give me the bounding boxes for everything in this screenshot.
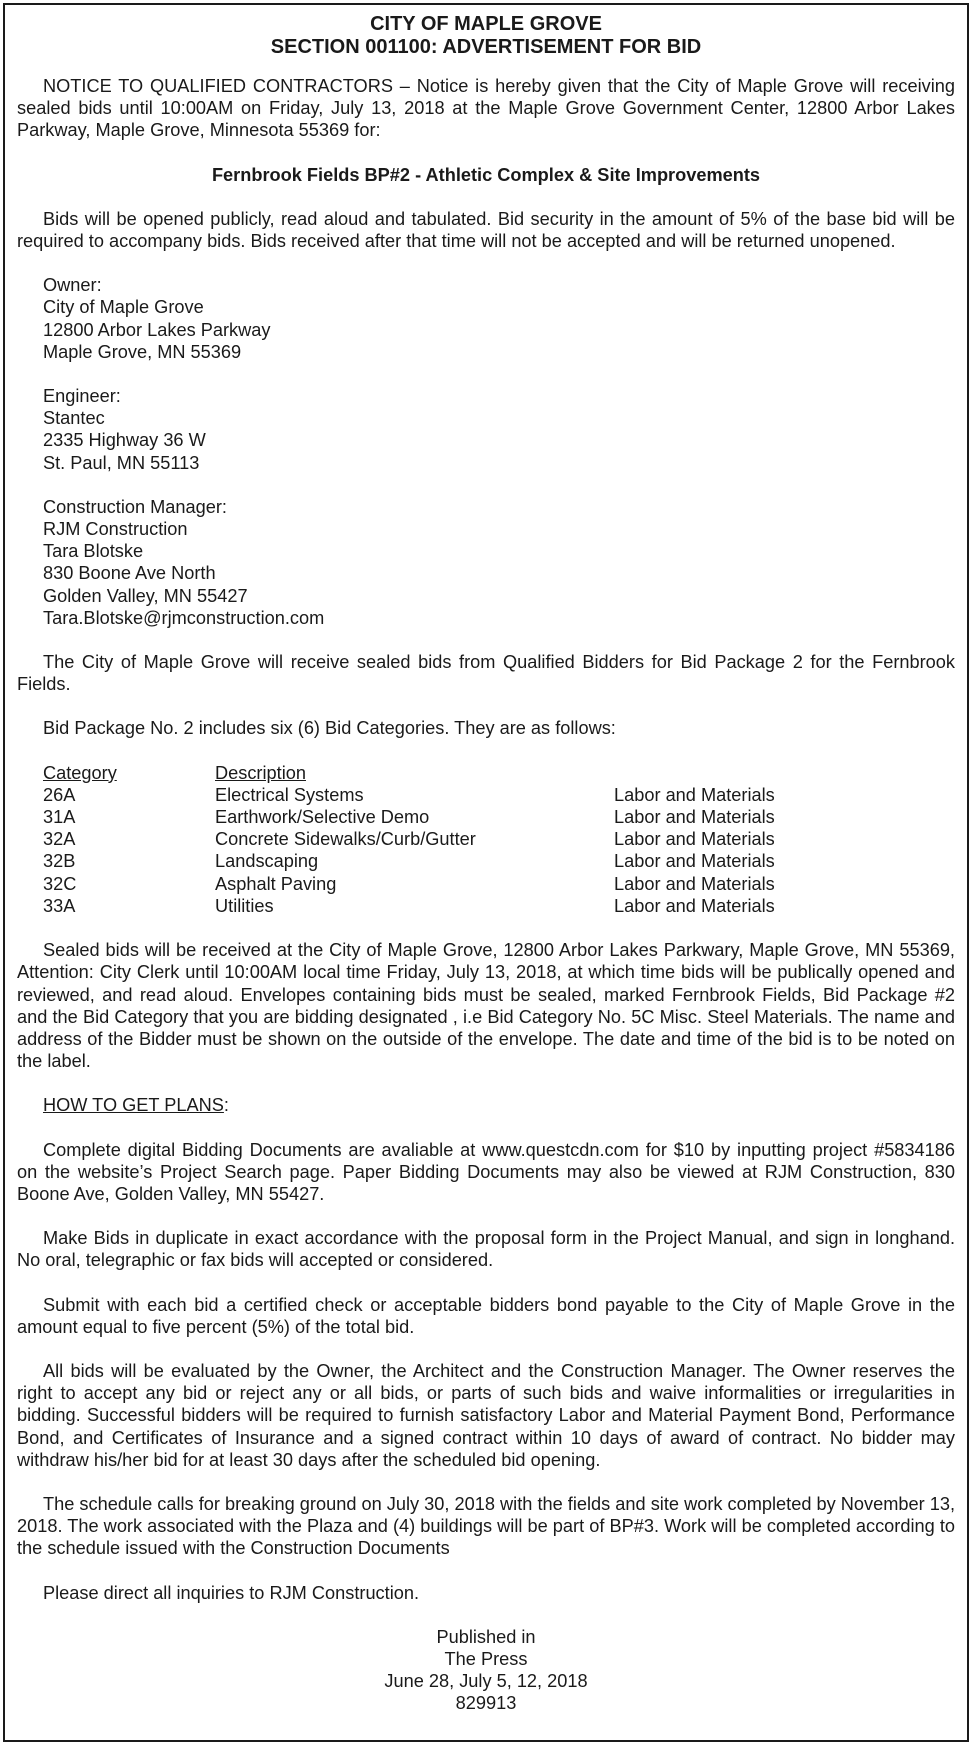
engineer-label: Engineer:: [43, 386, 121, 407]
advertisement-page: [3, 3, 969, 1742]
publication-block: [17, 1626, 955, 1715]
document-title-section: SECTION 001100: ADVERTISEMENT FOR BID: [270, 36, 702, 58]
category-description: Electrical Systems: [215, 784, 364, 805]
digital-documents-paragraph: Complete digital Bidding Documents are avaliable at www.questcdn.com for $10 by inputting project #5834186 on the website’s Project Search page. Paper Bidding Documents may also be viewed at RJM Construction, 830 Boone Ave, Golden Valley, MN 55427.: [17, 1139, 955, 1204]
category-scope: Labor and Materials: [614, 829, 775, 850]
construction-manager-line: Golden Valley, MN 55427: [43, 585, 248, 606]
engineer-line: St. Paul, MN 55113: [43, 452, 200, 473]
category-scope: Labor and Materials: [614, 784, 775, 805]
sealed-bids-paragraph: Sealed bids will be received at the City of Maple Grove, 12800 Arbor Lakes Parkwary, Maple Grove, MN 55369, Attention: City Clerk until 10:00AM local time Friday, July 13, 2018, at which time bids will be publically opened and reviewed, and read aloud. Envelopes containing bids must be sealed, marked Fernbrook Fields, Bid Package #2 and the Bid Category that you are bidding designated , i.e Bid Category No. 5C Misc. Steel Materials. The name and address of the Bidder must be shown on the outside of the envelope. The date and time of the bid is to be noted on the label.: [17, 940, 955, 1072]
category-description: Concrete Sidewalks/Curb/Gutter: [215, 829, 476, 850]
category-code: 32B: [43, 851, 76, 872]
publication-name: The Press: [444, 1648, 528, 1669]
construction-manager-line: RJM Construction: [43, 519, 188, 540]
project-title: Fernbrook Fields BP#2 - Athletic Complex & Site Improvements: [211, 164, 761, 185]
duplicate-bids-paragraph: Make Bids in duplicate in exact accordance with the proposal form in the Project Manual, and sign in longhand. No oral, telegraphic or fax bids will accepted or considered.: [17, 1228, 955, 1271]
bid-category-row: [43, 784, 955, 806]
bid-category-row: [43, 806, 955, 828]
publication-dates: June 28, July 5, 12, 2018: [384, 1671, 588, 1692]
category-description: Utilities: [215, 895, 274, 916]
inquiries-paragraph: Please direct all inquiries to RJM Construction.: [43, 1582, 420, 1603]
plans-heading-text: HOW TO GET PLANS: [43, 1095, 224, 1116]
category-scope: Labor and Materials: [614, 807, 775, 828]
schedule-paragraph: The schedule calls for breaking ground on July 30, 2018 with the fields and site work completed by November 13, 2018. The work associated with the Plaza and (4) buildings will be part of BP#3. Work will be completed according to the schedule issued with the Construction Documents: [17, 1493, 955, 1559]
owner-line: 12800 Arbor Lakes Parkway: [43, 319, 271, 340]
owner-line: Maple Grove, MN 55369: [43, 341, 242, 362]
publication-number: 829913: [455, 1693, 517, 1714]
category-code: 31A: [43, 807, 76, 828]
owner-line: City of Maple Grove: [43, 297, 204, 318]
bid-opening-paragraph: Bids will be opened publicly, read aloud and tabulated. Bid security in the amount of 5% of the base bid will be required to accompany bids. Bids received after that time will not be accepted and will be returned unopened.: [17, 208, 955, 252]
package-intro-paragraph: Bid Package No. 2 includes six (6) Bid Categories. They are as follows:: [43, 718, 616, 739]
evaluation-paragraph: All bids will be evaluated by the Owner, the Architect and the Construction Manager. The Owner reserves the right to accept any bid or reject any or all bids, or parts of such bids and waive informalities or irregularities in bidding. Successful bidders will be required to furnish satisfactory Labor and Material Payment Bond, Performance Bond, and Certificates of Insurance and a signed contract within 10 days of award of contract. No bidder may withdraw his/her bid for at least 30 days after the scheduled bid opening.: [17, 1360, 955, 1470]
category-code: 32C: [43, 873, 77, 894]
construction-manager-label: Construction Manager:: [43, 496, 227, 517]
construction-manager-block: [17, 496, 955, 629]
category-code: 26A: [43, 784, 76, 805]
description-column-header: Description: [215, 762, 306, 783]
category-description: Earthwork/Selective Demo: [215, 807, 430, 828]
category-code: 32A: [43, 829, 76, 850]
category-scope: Labor and Materials: [614, 895, 775, 916]
category-scope: Labor and Materials: [614, 851, 775, 872]
receive-bids-paragraph: The City of Maple Grove will receive sealed bids from Qualified Bidders for Bid Package 2 for the Fernbrook Fields.: [17, 652, 955, 695]
category-code: 33A: [43, 895, 76, 916]
bid-category-row: [43, 873, 955, 895]
document-title-city: CITY OF MAPLE GROVE: [370, 13, 602, 35]
category-column-header: Category: [43, 762, 117, 783]
intro-paragraph: NOTICE TO QUALIFIED CONTRACTORS – Notice is hereby given that the City of Maple Grove will receiving sealed bids until 10:00AM on Friday, July 13, 2018 at the Maple Grove Government Center, 12800 Arbor Lakes Parkway, Maple Grove, Minnesota 55369 for:: [17, 76, 955, 141]
construction-manager-line: Tara Blotske: [43, 541, 144, 562]
category-description: Asphalt Paving: [215, 873, 337, 894]
certified-check-paragraph: Submit with each bid a certified check or acceptable bidders bond payable to the City of Maple Grove in the amount equal to five percent (5%) of the total bid.: [17, 1294, 955, 1337]
engineer-block: [17, 385, 955, 474]
bid-category-table: [17, 762, 955, 917]
bid-category-row: [43, 828, 955, 850]
published-in-label: Published in: [436, 1626, 536, 1647]
owner-label: Owner:: [43, 275, 102, 296]
category-scope: Labor and Materials: [614, 873, 775, 894]
plans-heading: [17, 1094, 955, 1116]
bid-category-header: [43, 762, 955, 784]
engineer-line: Stantec: [43, 408, 105, 429]
plans-heading-colon: :: [223, 1095, 229, 1116]
engineer-line: 2335 Highway 36 W: [43, 430, 206, 451]
construction-manager-email: Tara.Blotske@rjmconstruction.com: [43, 607, 325, 628]
bid-category-row: [43, 850, 955, 872]
owner-block: [17, 274, 955, 363]
construction-manager-line: 830 Boone Ave North: [43, 563, 216, 584]
category-description: Landscaping: [215, 851, 319, 872]
bid-category-row: [43, 895, 955, 917]
